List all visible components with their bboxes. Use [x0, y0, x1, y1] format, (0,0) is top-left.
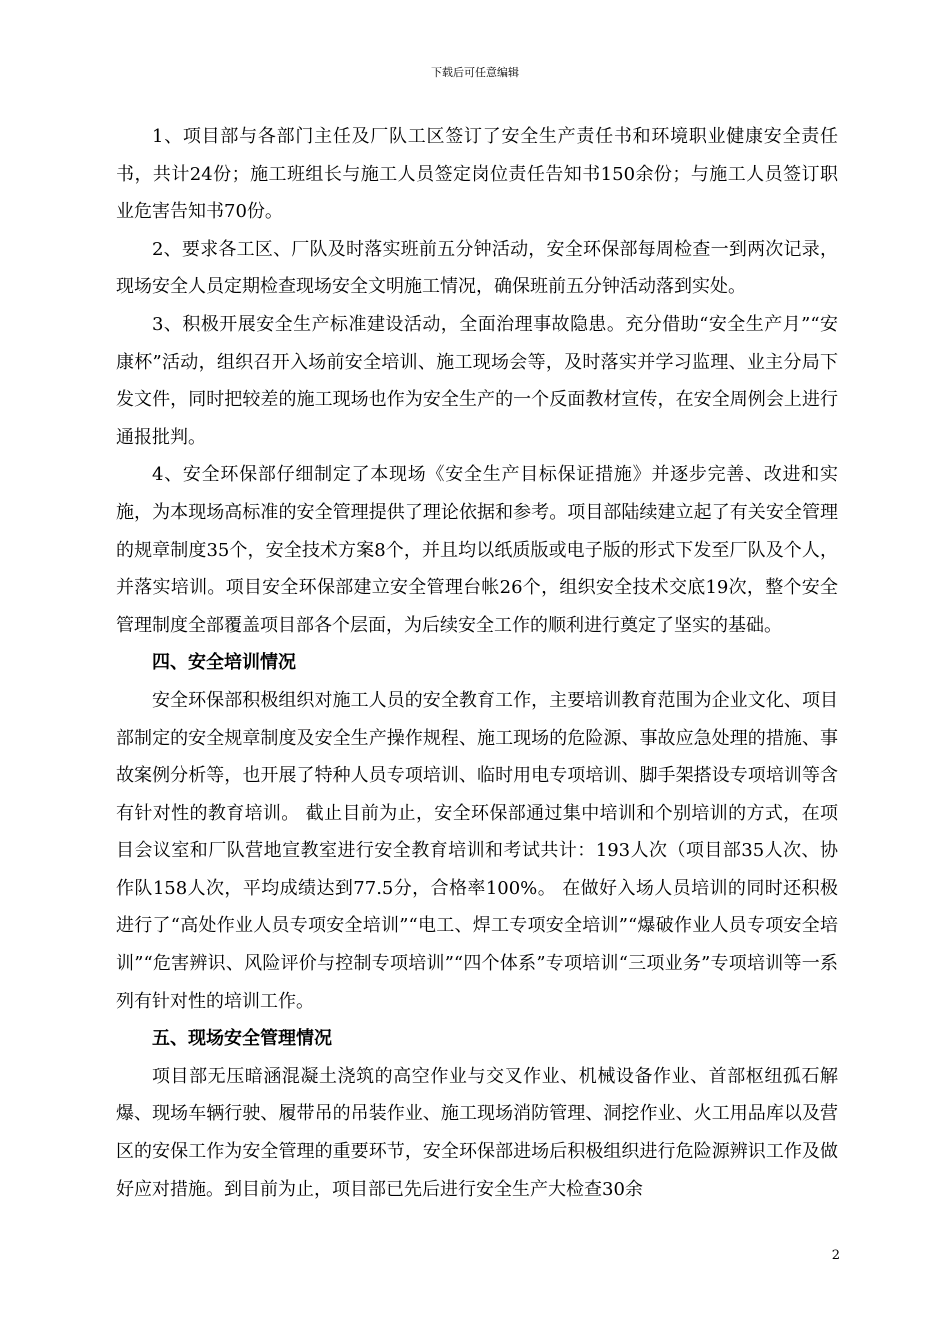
- paragraph-1: 1、项目部与各部门主任及厂队工区签订了安全生产责任书和环境职业健康安全责任书，共计24份；施工班组长与施工人员签定岗位责任告知书150余份；与施工人员签订职业危害告知书70份。: [116, 126, 838, 223]
- page-number: 2: [831, 1248, 840, 1263]
- section-heading-training: 四、安全培训情况: [152, 652, 296, 674]
- page-header: 下载后可任意编辑: [431, 66, 519, 79]
- paragraph-4: 4、安全环保部仔细制定了本现场《安全生产目标保证措施》并逐步完善、改进和实施，为本现场高标准的安全管理提供了理论依据和参考。项目部陆续建立起了有关安全管理的规章制度35个，安全技术方案8个，并且均以纸质版或电子版的形式下发至厂队及个人，并落实培训。项目安全环保部建立安全管理台帐26个，组织安全技术交底19次，整个安全管理制度全部覆盖项目部各个层面，为后续安全工作的顺利进行奠定了坚实的基础。: [116, 464, 838, 636]
- document-body: [116, 118, 838, 1208]
- paragraph-site-management: 项目部无压暗涵混凝土浇筑的高空作业与交叉作业、机械设备作业、首部枢纽孤石解爆、现场车辆行驶、履带吊的吊装作业、施工现场消防管理、洞挖作业、火工用品库以及营区的安保工作为安全管理的重要环节，安全环保部进场后积极组织进行危险源辨识工作及做好应对措施。到目前为止，项目部已先后进行安全生产大检查30余: [116, 1065, 838, 1200]
- paragraph-training: 安全环保部积极组织对施工人员的安全教育工作，主要培训教育范围为企业文化、项目部制定的安全规章制度及安全生产操作规程、施工现场的危险源、事故应急处理的措施、事故案例分析等，也开展了特种人员专项培训、临时用电专项培训、脚手架搭设专项培训等含有针对性的教育培训。 截止目前为止，安全环保部通过集中培训和个别培训的方式，在项目会议室和厂队营地宣教室进行安全教育培训和考试共计：193人次（项目部35人次、协作队158人次，平均成绩达到77.5分，合格率100%。 在做好入场人员培训的同时还积极进行了“高处作业人员专项安全培训”“电工、焊工专项安全培训”“爆破作业人员专项安全培训”“危害辨识、风险评价与控制专项培训”“四个体系”专项培训“三项业务”专项培训等一系列有针对性的培训工作。: [116, 689, 838, 1012]
- paragraph-2: 2、要求各工区、厂队及时落实班前五分钟活动，安全环保部每周检查一到两次记录，现场安全人员定期检查现场安全文明施工情况，确保班前五分钟活动落到实处。: [116, 238, 838, 298]
- section-heading-site-management: 五、现场安全管理情况: [152, 1028, 332, 1050]
- paragraph-3: 3、积极开展安全生产标准建设活动，全面治理事故隐患。充分借助“安全生产月”“安康杯”活动，组织召开入场前安全培训、施工现场会等，及时落实并学习监理、业主分局下发文件，同时把较差的施工现场也作为安全生产的一个反面教材宣传，在安全周例会上进行通报批判。: [116, 313, 838, 448]
